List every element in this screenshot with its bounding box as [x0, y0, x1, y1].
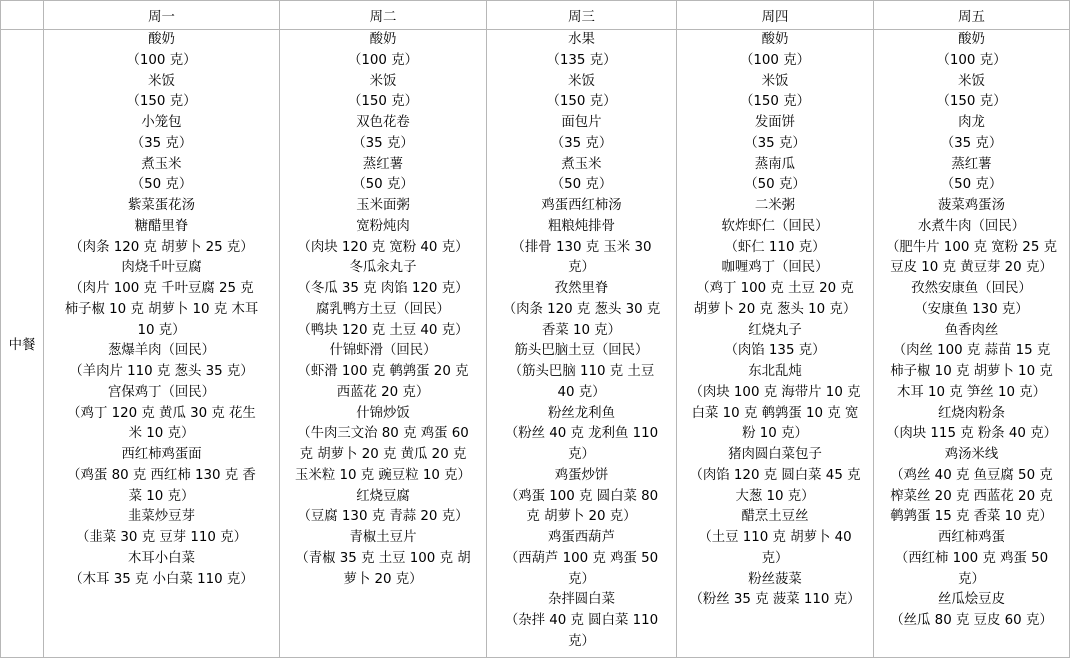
- header-wednesday: 周三: [487, 1, 677, 30]
- menu-line: （肉块 115 克 粉条 40 克）: [885, 426, 1057, 442]
- menu-line: （50 克）: [550, 177, 613, 193]
- menu-line: （青椒 35 克 土豆 100 克 胡: [295, 550, 471, 566]
- day-cell-friday: [874, 30, 1070, 658]
- corner-header: [1, 1, 44, 30]
- menu-line: 发面饼: [754, 115, 796, 130]
- menu-line: （肉馅 120 克 圆白菜 45 克: [689, 467, 861, 483]
- menu-line: （35 克）: [352, 135, 414, 151]
- menu-line: 红烧肉粉条: [938, 405, 1005, 421]
- menu-line: 克 胡萝卜 20 克 黄瓜 20 克: [299, 447, 467, 462]
- menu-line: 玉米粒 10 克 豌豆粒 10 克）: [295, 467, 471, 483]
- menu-line: 榨菜丝 20 克 西蓝花 20 克: [890, 488, 1053, 504]
- menu-line: （粉丝 40 克 龙利鱼 110: [504, 426, 659, 442]
- menu-line: （西红柿 100 克 鸡蛋 50: [894, 550, 1049, 566]
- menu-line: （肉片 100 克 千叶豆腐 25 克: [69, 281, 254, 296]
- menu-line: （50 克）: [130, 177, 193, 193]
- menu-line: 宫保鸡丁（回民）: [107, 384, 216, 400]
- menu-line: （150 克）: [740, 94, 810, 110]
- header-monday: 周一: [44, 1, 280, 30]
- menu-line: （鸡丝 40 克 鱼豆腐 50 克: [890, 467, 1053, 483]
- menu-line: 40 克）: [557, 384, 606, 400]
- menu-line: 红烧豆腐: [356, 488, 410, 504]
- header-tuesday: 周二: [280, 1, 487, 30]
- menu-line: 大葱 10 克）: [735, 488, 815, 504]
- menu-line: （肉块 100 克 海带片 10 克: [689, 384, 861, 400]
- menu-line: （肉丝 100 克 蒜苗 15 克: [892, 343, 1051, 359]
- menu-line: 米饭: [761, 73, 789, 89]
- menu-line: 鹌鹑蛋 15 克 香菜 10 克）: [890, 509, 1053, 525]
- menu-line: 青椒土豆片: [349, 530, 417, 545]
- menu-line: 韭菜炒豆芽: [128, 509, 195, 525]
- menu-line: 鸡汤米线: [944, 447, 999, 462]
- menu-line: 肉烧千叶豆腐: [121, 260, 202, 276]
- menu-line: （肉馅 135 克）: [724, 343, 826, 359]
- menu-line: （35 克）: [744, 135, 806, 151]
- menu-line: 柿子椒 10 克 胡萝卜 10 克: [890, 364, 1053, 379]
- menu-line: （排骨 130 克 玉米 30: [511, 239, 652, 255]
- menu-line: 双色花卷: [356, 115, 410, 130]
- menu-line: （豆腐 130 克 青蒜 20 克）: [297, 509, 469, 525]
- menu-line: （肉条 120 克 胡萝卜 25 克）: [69, 239, 254, 255]
- menu-line: （35 克）: [940, 135, 1003, 151]
- menu-line: 孜然里脊: [554, 281, 609, 296]
- menu-line: 糖醋里脊: [134, 218, 189, 234]
- menu-line: 米饭: [568, 73, 595, 89]
- menu-line: 鸡蛋炒饼: [554, 467, 609, 483]
- menu-line: 杂拌圆白菜: [548, 592, 615, 608]
- menu-line: 萝卜 20 克）: [343, 571, 423, 587]
- menu-line: （100 克）: [740, 52, 810, 68]
- day-cell-wednesday: [487, 30, 677, 658]
- menu-line: 酸奶: [369, 32, 397, 47]
- menu-line: 粉丝龙利鱼: [548, 405, 615, 421]
- menu-line: 什锦虾滑（回民）: [329, 343, 437, 359]
- menu-line: 煮玉米: [561, 156, 602, 172]
- menu-line: 蒸南瓜: [754, 156, 796, 172]
- menu-line: 葱爆羊肉（回民）: [107, 343, 216, 359]
- menu-line: 木耳 10 克 笋丝 10 克）: [896, 384, 1047, 400]
- menu-line: （100 克）: [348, 52, 418, 68]
- menu-line: 酸奶: [148, 32, 175, 47]
- menu-line: 酸奶: [761, 32, 789, 47]
- menu-line: （肉条 120 克 葱头 30 克: [502, 301, 661, 317]
- menu-line: 小笼包: [141, 115, 182, 130]
- menu-line: 10 克）: [137, 322, 186, 338]
- menu-line: （粉丝 35 克 菠菜 110 克）: [689, 592, 861, 608]
- menu-line: 玉米面粥: [356, 198, 410, 213]
- menu-line: （50 克）: [940, 177, 1003, 193]
- menu-line: （150 克）: [936, 94, 1007, 110]
- menu-line: 丝瓜烩豆皮: [938, 592, 1005, 608]
- menu-line: 鱼香肉丝: [944, 322, 999, 338]
- menu-line: 克）: [761, 550, 789, 566]
- menu-line: 木耳小白菜: [128, 550, 195, 566]
- menu-line: 粉丝菠菜: [748, 571, 802, 587]
- menu-line: （鸭块 120 克 土豆 40 克）: [297, 322, 469, 338]
- day-cell-tuesday: [280, 30, 487, 658]
- menu-line: 面包片: [561, 115, 602, 130]
- menu-line: （150 克）: [546, 94, 617, 110]
- menu-line: （50 克）: [352, 177, 414, 193]
- menu-line: （50 克）: [744, 177, 806, 193]
- menu-line: 胡萝卜 20 克 葱头 10 克）: [693, 301, 857, 317]
- menu-line: （韭菜 30 克 豆芽 110 克）: [75, 530, 247, 545]
- meal-label: 中餐: [1, 30, 44, 658]
- menu-line: 西蓝花 20 克）: [336, 384, 430, 400]
- menu-line: （100 克）: [936, 52, 1007, 68]
- menu-line: 酸奶: [958, 32, 985, 47]
- menu-line: （木耳 35 克 小白菜 110 克）: [69, 571, 254, 587]
- menu-line: 咖喱鸡丁（回民）: [721, 260, 829, 276]
- menu-line: 蒸红薯: [362, 156, 404, 172]
- menu-line: 软炸虾仁（回民）: [721, 218, 829, 234]
- menu-line: 菠菜鸡蛋汤: [938, 198, 1005, 213]
- menu-line: 什锦炒饭: [356, 405, 410, 421]
- menu-line: 筋头巴脑土豆（回民）: [514, 343, 649, 359]
- menu-line: 鸡蛋西红柿汤: [541, 198, 622, 213]
- header-thursday: 周四: [677, 1, 874, 30]
- menu-line: （35 克）: [130, 135, 193, 151]
- menu-line: 猪肉圆白菜包子: [728, 447, 822, 462]
- menu-line: 腐乳鸭方土豆（回民）: [316, 301, 450, 317]
- menu-line: 香菜 10 克）: [541, 322, 622, 338]
- menu-line: 米饭: [369, 73, 397, 89]
- menu-line: （100 克）: [126, 52, 197, 68]
- menu-line: 醋烹土豆丝: [741, 509, 809, 525]
- menu-line: 白菜 10 克 鹌鹑蛋 10 克 宽: [691, 405, 859, 421]
- menu-line: （冬瓜 35 克 肉馅 120 克）: [297, 281, 469, 296]
- menu-line: 克 胡萝卜 20 克）: [526, 509, 637, 525]
- menu-line: 克）: [568, 447, 595, 462]
- menu-line: 煮玉米: [141, 156, 182, 172]
- header-row: [1, 1, 1070, 30]
- menu-line: （西葫芦 100 克 鸡蛋 50: [504, 550, 659, 566]
- menu-line: （鸡蛋 80 克 西红柿 130 克 香: [67, 467, 256, 483]
- menu-line: 克）: [568, 571, 595, 587]
- menu-line: （鸡丁 120 克 黄瓜 30 克 花生: [67, 405, 256, 421]
- menu-line: 紫菜蛋花汤: [128, 198, 195, 213]
- menu-line: （筋头巴脑 110 克 土豆: [508, 364, 655, 379]
- lunch-row: [1, 30, 1070, 658]
- menu-line: 米饭: [958, 73, 985, 89]
- day-cell-thursday: [677, 30, 874, 658]
- menu-line: 克）: [958, 571, 985, 587]
- menu-line: 米 10 克）: [128, 426, 195, 442]
- menu-line: 粗粮炖排骨: [548, 218, 615, 234]
- menu-line: （安康鱼 130 克）: [914, 301, 1029, 317]
- menu-line: 水果: [568, 32, 595, 47]
- header-friday: 周五: [874, 1, 1070, 30]
- menu-line: （鸡蛋 100 克 圆白菜 80: [504, 488, 659, 504]
- menu-line: 孜然安康鱼（回民）: [911, 281, 1032, 296]
- menu-line: 柿子椒 10 克 胡萝卜 10 克 木耳: [64, 301, 259, 317]
- menu-line: 西红柿鸡蛋面: [121, 447, 202, 462]
- menu-line: 肉龙: [958, 115, 985, 130]
- menu-line: 克）: [568, 260, 595, 276]
- menu-line: （150 克）: [348, 94, 418, 110]
- menu-line: 二米粥: [754, 198, 796, 213]
- menu-line: 红烧丸子: [748, 322, 802, 338]
- menu-line: 蒸红薯: [951, 156, 992, 172]
- menu-line: （35 克）: [550, 135, 613, 151]
- menu-line: 水煮牛肉（回民）: [917, 218, 1026, 234]
- menu-line: 宽粉炖肉: [356, 218, 410, 234]
- menu-line: （肥牛片 100 克 宽粉 25 克: [885, 239, 1057, 255]
- menu-line: 冬瓜汆丸子: [349, 260, 417, 276]
- menu-line: （150 克）: [126, 94, 197, 110]
- menu-line: （虾滑 100 克 鹌鹑蛋 20 克: [297, 364, 469, 379]
- menu-line: 东北乱炖: [748, 364, 802, 379]
- menu-line: （羊肉片 110 克 葱头 35 克）: [69, 364, 254, 379]
- menu-line: （135 克）: [546, 52, 617, 68]
- menu-line: （杂拌 40 克 圆白菜 110: [504, 613, 659, 628]
- day-cell-monday: [44, 30, 280, 658]
- menu-line: 豆皮 10 克 黄豆芽 20 克）: [890, 260, 1053, 276]
- menu-line: （肉块 120 克 宽粉 40 克）: [297, 239, 469, 255]
- menu-line: 粉 10 克）: [742, 426, 808, 442]
- menu-line: 鸡蛋西葫芦: [548, 530, 615, 545]
- menu-line: 西红柿鸡蛋: [938, 530, 1005, 545]
- menu-line: （虾仁 110 克）: [724, 239, 826, 255]
- menu-line: 菜 10 克）: [128, 488, 195, 504]
- menu-line: （鸡丁 100 克 土豆 20 克: [696, 281, 854, 296]
- menu-line: 克）: [568, 633, 595, 649]
- menu-line: （土豆 110 克 胡萝卜 40: [698, 530, 852, 545]
- menu-line: （牛肉三文治 80 克 鸡蛋 60: [297, 426, 469, 442]
- menu-line: 米饭: [148, 73, 175, 89]
- menu-line: （丝瓜 80 克 豆皮 60 克）: [890, 613, 1053, 628]
